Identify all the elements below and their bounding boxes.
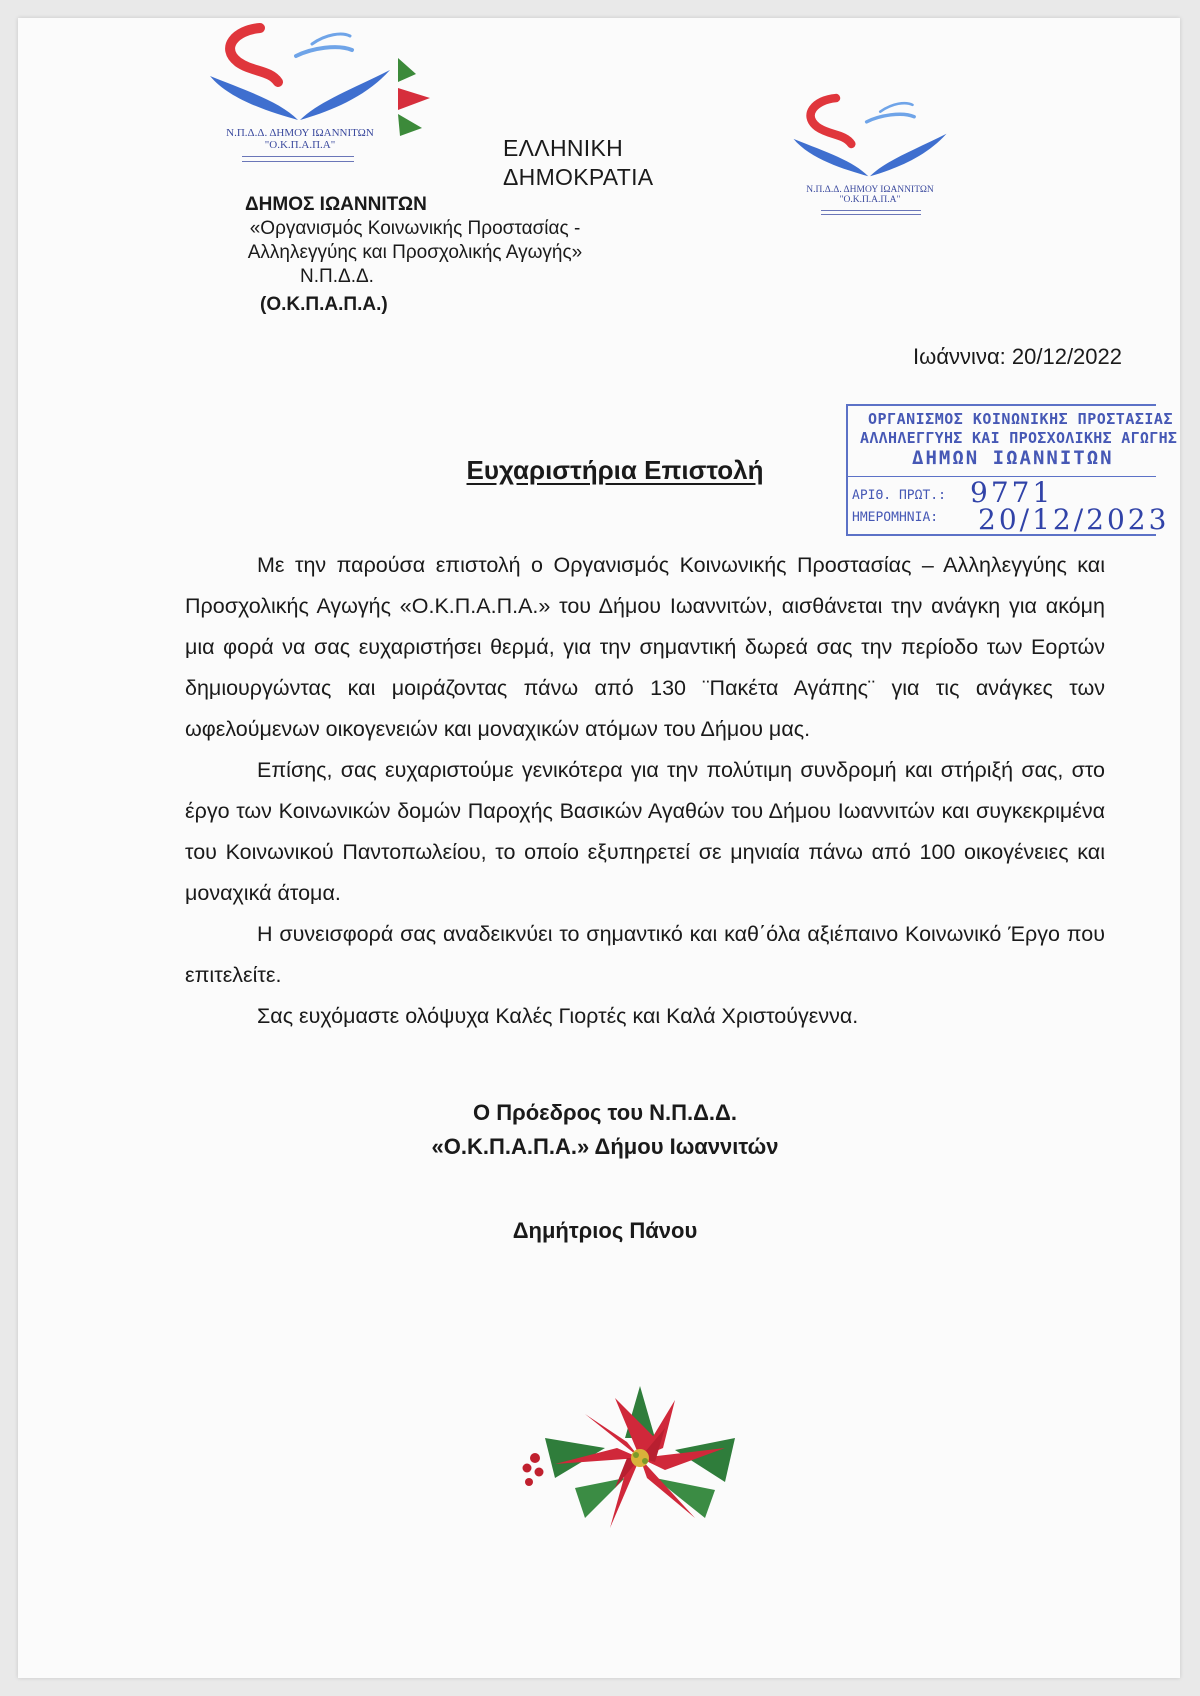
logo-caption-line1: Ν.Π.Δ.Δ. ΔΗΜΟΥ ΙΩΑΝΝΙΤΩΝ (226, 127, 374, 139)
logo-caption-line1: Ν.Π.Δ.Δ. ΔΗΜΟΥ ΙΩΑΝΝΙΤΩΝ (806, 185, 934, 195)
okpapa-logo-icon (785, 90, 955, 186)
stamp-line1: ΟΡΓΑΝΙΣΜΟΣ ΚΟΙΝΩΝΙΚΗΣ ΠΡΟΣΤΑΣΙΑΣ (868, 410, 1173, 428)
okpapa-logo-icon (200, 20, 400, 130)
stamp-date-value: 20/12/2023 (978, 503, 1170, 536)
organization-block (200, 193, 630, 317)
logo-tagline-lines (242, 156, 354, 162)
okpapa-logo-left (200, 20, 400, 170)
logo-caption-line2: "Ο.Κ.Π.Α.Π.Α" (839, 194, 901, 205)
letter-title: Ευχαριστήρια Επιστολή (466, 455, 764, 485)
signature-role-line1: Ο Πρόεδρος του Ν.Π.Δ.Δ. (473, 1100, 737, 1125)
org-acronym: (Ο.Κ.Π.Α.Π.Α.) (260, 294, 388, 315)
signature-name: Δημήτριος Πάνου (512, 1218, 698, 1243)
poinsettia-icon (515, 1378, 765, 1538)
org-type: Ν.Π.Δ.Δ. (300, 266, 374, 287)
paragraph-3: Η συνεισφορά σας αναδεικνύει το σημαντικό και καθ΄όλα αξιέπαινο Κοινωνικό Έργο που επιτελείτε. (185, 922, 1105, 987)
paragraph-1: Με την παρούσα επιστολή ο Οργανισμός Κοινωνικής Προστασίας – Αλληλεγγύης και Προσχολικής Αγωγής «Ο.Κ.Π.Α.Π.Α.» του Δήμου Ιωαννιτών, αισθάνεται την ανάγκη για ακόμη μια φορά να σας ευχαριστήσει θερμά, για την σημαντική δωρεά σας την περίοδο των Εορτών δημιουργώντας και μοιράζοντας πάνω από 130 ¨Πακέτα Αγάπης¨ για τις ανάγκες των ωφελούμενων οικογενειών και μοναχικών ατόμων του Δήμου μας. (185, 553, 1105, 741)
letter-body (185, 545, 1105, 1037)
stamp-protocol-value: 9771 (970, 476, 1054, 509)
republic-heading (503, 134, 653, 192)
signature-role-line2: «Ο.Κ.Π.Α.Π.Α.» Δήμου Ιωαννιτών (431, 1134, 779, 1159)
org-name-line2: Αλληλεγγύης και Προσχολικής Αγωγής» (247, 242, 583, 263)
logo-tagline-lines (821, 210, 921, 215)
date-line: Ιωάννινα: 20/12/2022 (913, 344, 1122, 369)
stamp-date-label: ΗΜΕΡΟΜΗΝΙΑ: (852, 510, 939, 525)
org-name-line1: «Οργανισμός Κοινωνικής Προστασίας - (249, 218, 581, 239)
logo-caption-line2: "Ο.Κ.Π.Α.Π.Α" (264, 138, 336, 151)
stamp-line3: ΔΗΜΩΝ ΙΩΑΝΝΙΤΩΝ (912, 447, 1114, 469)
okpapa-logo-right (785, 90, 955, 220)
republic-line1: ΕΛΛΗΝΙΚΗ (503, 135, 624, 161)
paragraph-4: Σας ευχόμαστε ολόψυχα Καλές Γιορτές και Καλά Χριστούγεννα. (257, 1004, 859, 1028)
municipality-name: ΔΗΜΟΣ ΙΩΑΝΝΙΤΩΝ (245, 194, 427, 215)
poinsettia-edge-icon (396, 48, 432, 138)
paragraph-2: Επίσης, σας ευχαριστούμε γενικότερα για την πολύτιμη συνδρομή και στήριξή σας, στο έργο των Κοινωνικών δομών Παροχής Βασικών Αγαθών του Δήμου Ιωαννιτών και συγκεκριμένα του Κοινωνικού Παντοπωλείου, το οποίο εξυπηρετεί σε μηνιαία πάνω από 100 οικογένειες και μοναχικά άτομα. (185, 758, 1105, 905)
republic-line2: ΔΗΜΟΚΡΑΤΙΑ (503, 164, 654, 190)
stamp-protocol-label: ΑΡΙΘ. ΠΡΩΤ.: (852, 488, 946, 503)
stamp-line2: ΑΛΛΗΛΕΓΓΥΗΣ ΚΑΙ ΠΡΟΣΧΟΛΙΚΗΣ ΑΓΩΓΗΣ (860, 429, 1178, 447)
